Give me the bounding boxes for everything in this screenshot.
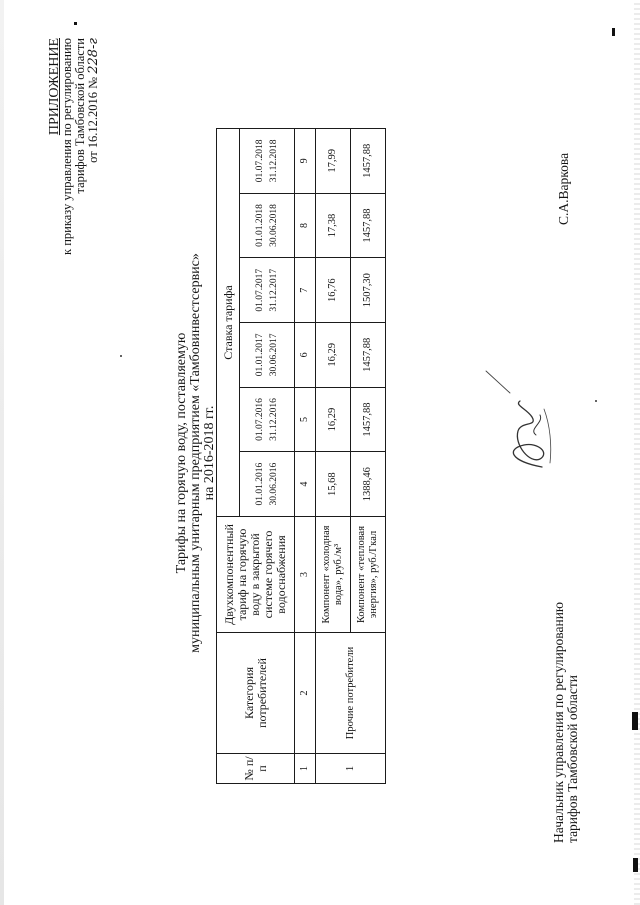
signer-name: С.А.Варкова [556, 152, 571, 225]
tariff-value: 1457,88 [351, 193, 386, 258]
document-page [48, 13, 608, 893]
tariff-value: 17,38 [316, 193, 351, 258]
column-number: 5 [295, 387, 316, 452]
tariff-value: 1457,88 [351, 323, 386, 388]
column-number: 8 [295, 193, 316, 258]
header-rate: Ставка тарифа [217, 129, 240, 517]
table-row [316, 129, 351, 784]
title-line: Тарифы на горячую воду, поставляемую [174, 332, 189, 574]
tariff-table [216, 128, 386, 784]
title-line: муниципальным унитарным предприятием «Тамбовинвестсервис» [188, 253, 203, 653]
scan-edge-right [634, 0, 640, 905]
tariff-value: 17,99 [316, 129, 351, 194]
header-component: Двухкомпонентный тариф на горячую воду в закрытой системе горячего водоснабжения [217, 517, 295, 633]
scan-mark [612, 28, 615, 36]
column-number: 9 [295, 129, 316, 194]
column-number: 1 [295, 754, 316, 784]
row-category: Прочие потребители [316, 633, 386, 754]
tariff-value: 1457,88 [351, 129, 386, 194]
tariff-value: 16,29 [316, 387, 351, 452]
tariff-value: 1507,30 [351, 258, 386, 323]
appendix-line: тарифов Тамбовской области [73, 38, 87, 194]
appendix-line: к приказу управления по регулированию [60, 38, 74, 255]
order-number: 228-г [86, 38, 101, 74]
header-category: Категория потребителей [217, 633, 295, 754]
column-number: 6 [295, 323, 316, 388]
column-number-row [295, 129, 316, 784]
period-cell: 01.07.2018 31.12.2018 [240, 129, 295, 194]
period-cell: 01.01.2017 30.06.2017 [240, 323, 295, 388]
tariff-value: 1388,46 [351, 452, 386, 517]
row-number: 1 [316, 754, 386, 784]
tariff-value: 16,29 [316, 323, 351, 388]
period-cell: 01.01.2016 30.06.2016 [240, 452, 295, 517]
handwritten-signature [480, 365, 560, 475]
order-date: от 16.12.2016 № [86, 76, 100, 163]
document-title [175, 13, 217, 893]
column-number: 3 [295, 517, 316, 633]
component-label: Компонент «тепловая энергия», руб./Гкал [351, 517, 386, 633]
position-line: Начальник управления по регулированию [551, 601, 566, 843]
scan-mark [632, 712, 638, 730]
column-number: 2 [295, 633, 316, 754]
column-number: 4 [295, 452, 316, 517]
scan-mark [633, 858, 638, 872]
appendix-header [48, 38, 100, 458]
tariff-value: 15,68 [316, 452, 351, 517]
signer-position [552, 543, 580, 843]
position-line: тарифов Тамбовской области [565, 675, 580, 843]
appendix-order [87, 38, 100, 458]
tariff-value: 16,76 [316, 258, 351, 323]
period-cell: 01.07.2016 31.12.2016 [240, 387, 295, 452]
scan-edge-left [0, 0, 4, 905]
appendix-title: ПРИЛОЖЕНИЕ [47, 38, 62, 136]
header-num: № п/п [217, 754, 295, 784]
tariff-value: 1457,88 [351, 387, 386, 452]
title-line: на 2016-2018 гг. [202, 405, 217, 501]
column-number: 7 [295, 258, 316, 323]
component-label: Компонент «холодная вода», руб./м³ [316, 517, 351, 633]
period-cell: 01.07.2017 31.12.2017 [240, 258, 295, 323]
period-cell: 01.01.2018 30.06.2018 [240, 193, 295, 258]
